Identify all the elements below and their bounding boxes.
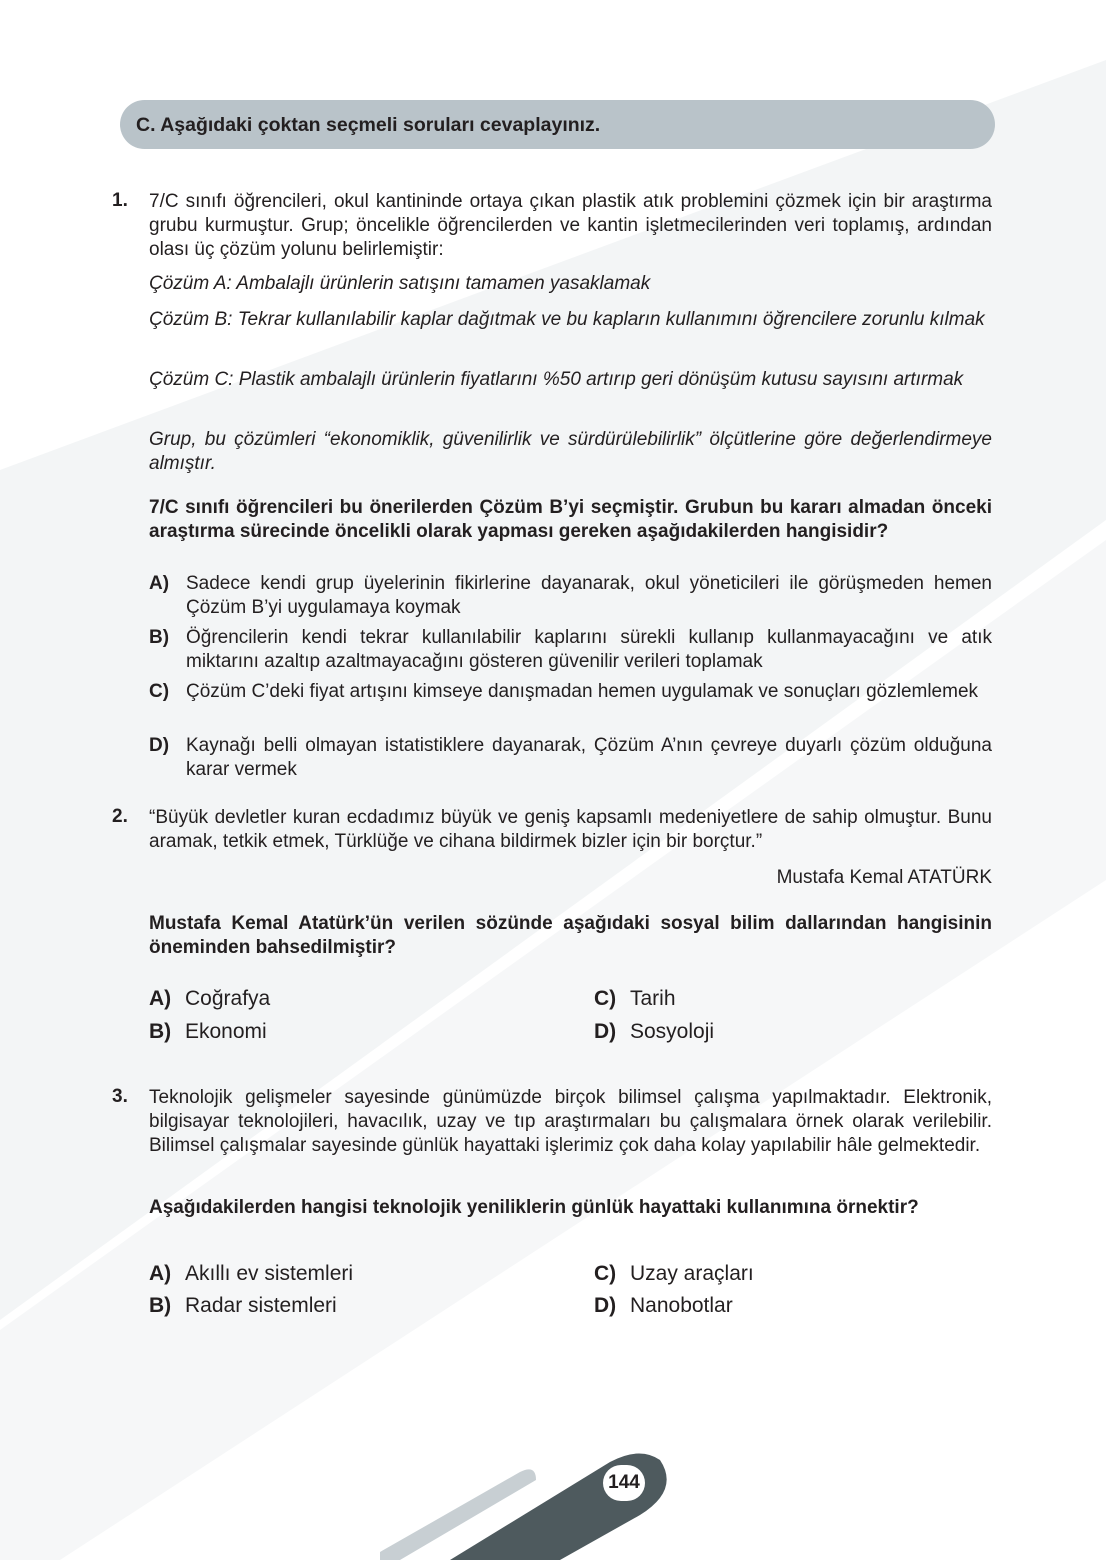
option-d[interactable] bbox=[149, 734, 992, 782]
option-letter: B) bbox=[149, 1294, 172, 1317]
question-intro: Teknolojik gelişmeler sayesinde günümüzde birçok bilimsel çalışma yapılmaktadır. Elektronik, bilgisayar teknolojileri, havacılık, uzay ve tıp araştırmaları bu çalışmalara örnek olarak verilebilir. Bilimsel çalışmalar sayesinde günlük hayattaki işlerimiz çok daha kolay yapılabilir hâle gelmektedir. bbox=[149, 1087, 992, 1156]
question-prompt: Mustafa Kemal Atatürk’ün verilen sözünde aşağıdaki sosyal bilim dallarından hangisinin öneminden bahsedilmiştir? bbox=[149, 913, 992, 958]
option-text: Nanobotlar bbox=[630, 1294, 733, 1317]
question-number: 3. bbox=[112, 1086, 128, 1107]
option-text: Sadece kendi grup üyelerinin fikirlerine dayanarak, okul yöneticileri ile görüşmeden hemen Çözüm B’yi uygulamaya koymak bbox=[186, 573, 992, 618]
option-letter: B) bbox=[149, 627, 170, 648]
option-d[interactable] bbox=[594, 1293, 733, 1319]
section-header bbox=[120, 100, 995, 149]
question-intro: 7/C sınıfı öğrencileri, okul kantininde ortaya çıkan plastik atık problemini çözmek için bir araştırma grubu kurmuştur. Grup; öncelikle öğrencilerden ve kantin işletmecilerinden veri toplamış, ardından olası üç çözüm yolunu belirlemiştir: bbox=[149, 191, 992, 260]
option-letter: C) bbox=[149, 681, 170, 702]
option-a[interactable] bbox=[149, 1261, 353, 1287]
quote: “Büyük devletler kuran ecdadımız büyük ve geniş kapsamlı medeniyetlere de sahip olmuştur. Bunu aramak, tetkik etmek, Türklüğe ve cihana bildirmek bizler için bir borçtur.” bbox=[149, 807, 992, 852]
option-letter: A) bbox=[149, 987, 172, 1010]
question-prompt: Aşağıdakilerden hangisi teknolojik yeniliklerin günlük hayattaki kullanımına örnektir? bbox=[149, 1197, 919, 1218]
option-b[interactable] bbox=[149, 1293, 337, 1319]
option-text: Ekonomi bbox=[185, 1020, 267, 1043]
question-number: 1. bbox=[112, 190, 128, 211]
quote-author: Mustafa Kemal ATATÜRK bbox=[776, 867, 992, 888]
option-text: Uzay araçları bbox=[630, 1262, 754, 1285]
option-text: Radar sistemleri bbox=[185, 1294, 337, 1317]
option-text: Çözüm C’deki fiyat artışını kimseye danışmadan hemen uygulamak ve sonuçları gözlemlemek bbox=[186, 681, 979, 702]
solution-c: Çözüm C: Plastik ambalajlı ürünlerin fiyatlarını %50 artırıp geri dönüşüm kutusu sayısını artırmak bbox=[149, 369, 964, 390]
option-letter: A) bbox=[149, 573, 170, 594]
option-letter: B) bbox=[149, 1020, 172, 1043]
option-letter: D) bbox=[149, 735, 170, 756]
option-text: Sosyoloji bbox=[630, 1020, 715, 1043]
page-number: 144 bbox=[603, 1465, 645, 1501]
option-letter: D) bbox=[594, 1020, 617, 1043]
option-text: Kaynağı belli olmayan istatistiklere dayanarak, Çözüm A’nın çevreye duyarlı çözüm olduğuna karar vermek bbox=[186, 735, 992, 780]
option-text: Coğrafya bbox=[185, 987, 271, 1010]
option-letter: D) bbox=[594, 1294, 617, 1317]
question-number: 2. bbox=[112, 806, 128, 827]
option-letter: A) bbox=[149, 1262, 172, 1285]
option-a[interactable] bbox=[149, 986, 270, 1012]
option-text: Akıllı ev sistemleri bbox=[185, 1262, 354, 1285]
option-text: Öğrencilerin kendi tekrar kullanılabilir kaplarını sürekli kullanıp kullanmayacağını ve atık miktarını azaltıp azaltmayacağını gösteren güvenilir verileri toplamak bbox=[186, 627, 992, 672]
question-prompt: 7/C sınıfı öğrencileri bu önerilerden Çözüm B’yi seçmiştir. Grubun bu kararı almadan önceki araştırma sürecinde öncelikli olarak yapması gereken aşağıdakilerden hangisidir? bbox=[149, 497, 992, 542]
solution-b: Çözüm B: Tekrar kullanılabilir kaplar dağıtmak ve bu kapların kullanımını öğrencilere zorunlu kılmak bbox=[149, 309, 985, 330]
section-title: C. Aşağıdaki çoktan seçmeli soruları cevaplayınız. bbox=[136, 114, 601, 136]
option-d[interactable] bbox=[594, 1019, 714, 1045]
option-b[interactable] bbox=[149, 1019, 267, 1045]
option-c[interactable] bbox=[149, 680, 992, 704]
option-text: Tarih bbox=[630, 987, 676, 1010]
option-letter: C) bbox=[594, 1262, 617, 1285]
solution-a: Çözüm A: Ambalajlı ürünlerin satışını tamamen yasaklamak bbox=[149, 273, 651, 294]
option-a[interactable] bbox=[149, 572, 992, 620]
option-b[interactable] bbox=[149, 626, 992, 674]
option-c[interactable] bbox=[594, 986, 676, 1012]
option-c[interactable] bbox=[594, 1261, 754, 1287]
option-letter: C) bbox=[594, 987, 617, 1010]
evaluation-criteria: Grup, bu çözümleri “ekonomiklik, güvenilirlik ve sürdürülebilirlik” ölçütlerine göre değerlendirmeye almıştır. bbox=[149, 429, 992, 474]
